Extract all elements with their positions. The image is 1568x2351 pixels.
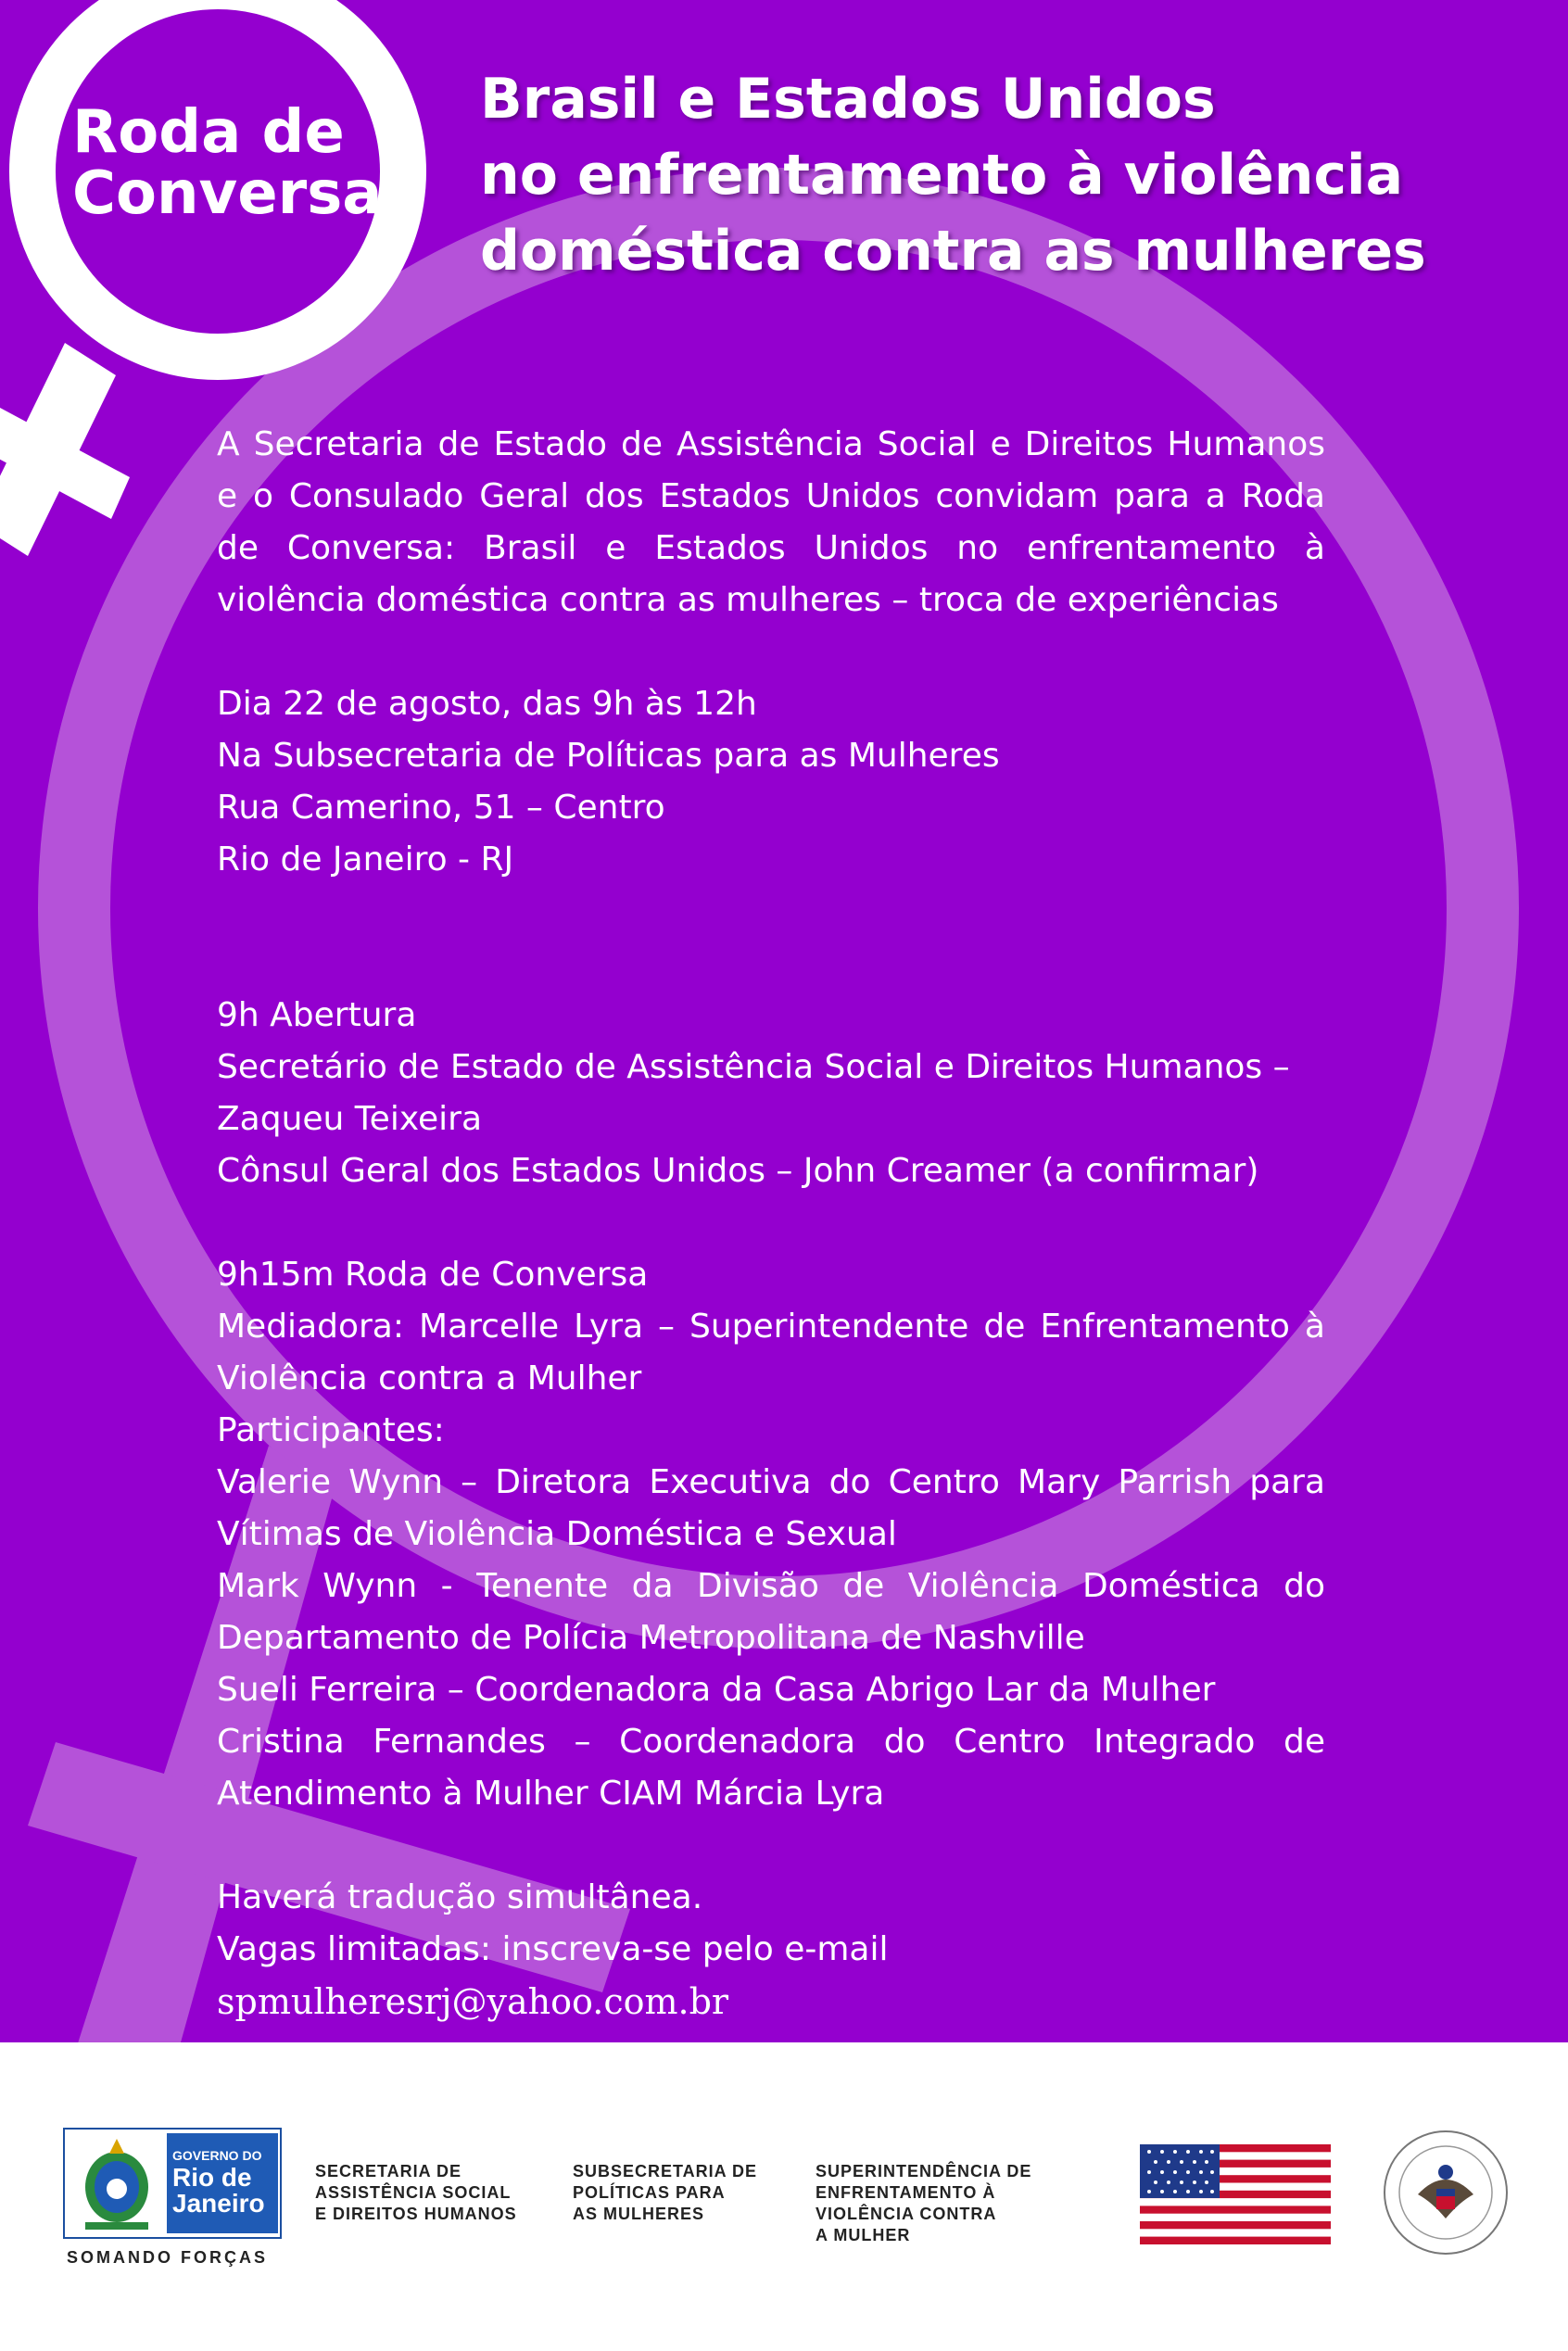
org3-line4: A MULHER <box>816 2226 911 2244</box>
org-secretaria <box>315 2161 517 2225</box>
org3-line2: ENFRENTAMENTO À <box>816 2183 996 2202</box>
registration-email[interactable]: spmulheresrj@yahoo.com.br <box>217 1981 729 2022</box>
org2-line2: POLÍTICAS PARA <box>573 2183 726 2202</box>
intro-paragraph: A Secretaria de Estado de Assistência Social e Direitos Humanos e o Consulado Geral dos Estados Unidos convidam para a Roda de Conversa: Brasil e Estados Unidos no enfrentamento à violência doméstica contra as mulheres – troca de experiências <box>217 425 1325 619</box>
event-address: Rua Camerino, 51 – Centro <box>217 789 665 827</box>
org1-line3: E DIREITOS HUMANOS <box>315 2205 517 2223</box>
badge-title <box>72 98 383 228</box>
footer <box>0 2042 1568 2351</box>
org2-line3: AS MULHERES <box>573 2205 705 2223</box>
participants-label: Participantes: <box>217 1411 445 1449</box>
headline <box>480 61 1546 289</box>
state-crest-icon <box>69 2133 165 2233</box>
session-mediator: Mediadora: Marcelle Lyra – Superintendente de Enfrentamento à Violência contra a Mulher <box>217 1308 1325 1397</box>
participant-4: Cristina Fernandes – Coordenadora do Centro Integrado de Atendimento à Mulher CIAM Márcia Lyra <box>217 1723 1325 1813</box>
gov-rj-wordmark <box>167 2133 278 2233</box>
org3-line3: VIOLÊNCIA CONTRA <box>816 2205 997 2223</box>
event-city: Rio de Janeiro - RJ <box>217 841 514 878</box>
us-flag-icon <box>1140 2144 1331 2244</box>
invitation-body <box>217 419 1325 2028</box>
org1-line1: SECRETARIA DE <box>315 2162 462 2180</box>
translation-note: Haverá tradução simultânea. <box>217 1878 703 1916</box>
participant-3: Sueli Ferreira – Coordenadora da Casa Abrigo Lar da Mulher <box>217 1671 1216 1709</box>
org1-line2: ASSISTÊNCIA SOCIAL <box>315 2183 512 2202</box>
opening-title: 9h Abertura <box>217 996 417 1034</box>
gov-rj-logo <box>63 2128 282 2239</box>
headline-line1: Brasil e Estados Unidos <box>480 67 1216 132</box>
gov-line2: Rio de <box>172 2163 252 2192</box>
org3-line1: SUPERINTENDÊNCIA DE <box>816 2162 1032 2180</box>
session-title: 9h15m Roda de Conversa <box>217 1256 649 1294</box>
event-date: Dia 22 de agosto, das 9h às 12h <box>217 685 757 723</box>
gov-line1: GOVERNO DO <box>172 2148 262 2163</box>
badge-line1: Roda de <box>72 98 345 167</box>
participant-2: Mark Wynn - Tenente da Divisão de Violência Doméstica do Departamento de Polícia Metropolitana de Nashville <box>217 1567 1325 1657</box>
org2-line1: SUBSECRETARIA DE <box>573 2162 758 2180</box>
consulate-seal-icon <box>1381 2128 1511 2257</box>
org-subsecretaria <box>573 2161 757 2225</box>
headline-line3: doméstica contra as mulheres <box>480 219 1426 284</box>
event-venue: Na Subsecretaria de Políticas para as Mulheres <box>217 737 1000 775</box>
participant-1: Valerie Wynn – Diretora Executiva do Centro Mary Parrish para Vítimas de Violência Doméstica e Sexual <box>217 1463 1325 1553</box>
gov-slogan: SOMANDO FORÇAS <box>67 2248 268 2267</box>
registration-note: Vagas limitadas: inscreva-se pelo e-mail <box>217 1930 889 1968</box>
opening-speaker-1: Secretário de Estado de Assistência Social e Direitos Humanos – Zaqueu Teixeira <box>217 1048 1290 1138</box>
gov-line3: Janeiro <box>172 2189 265 2218</box>
headline-line2: no enfrentamento à violência <box>480 143 1404 208</box>
opening-speaker-2: Cônsul Geral dos Estados Unidos – John Creamer (a confirmar) <box>217 1152 1259 1190</box>
badge-line2: Conversa <box>72 159 383 228</box>
org-superintendencia <box>816 2161 1031 2246</box>
